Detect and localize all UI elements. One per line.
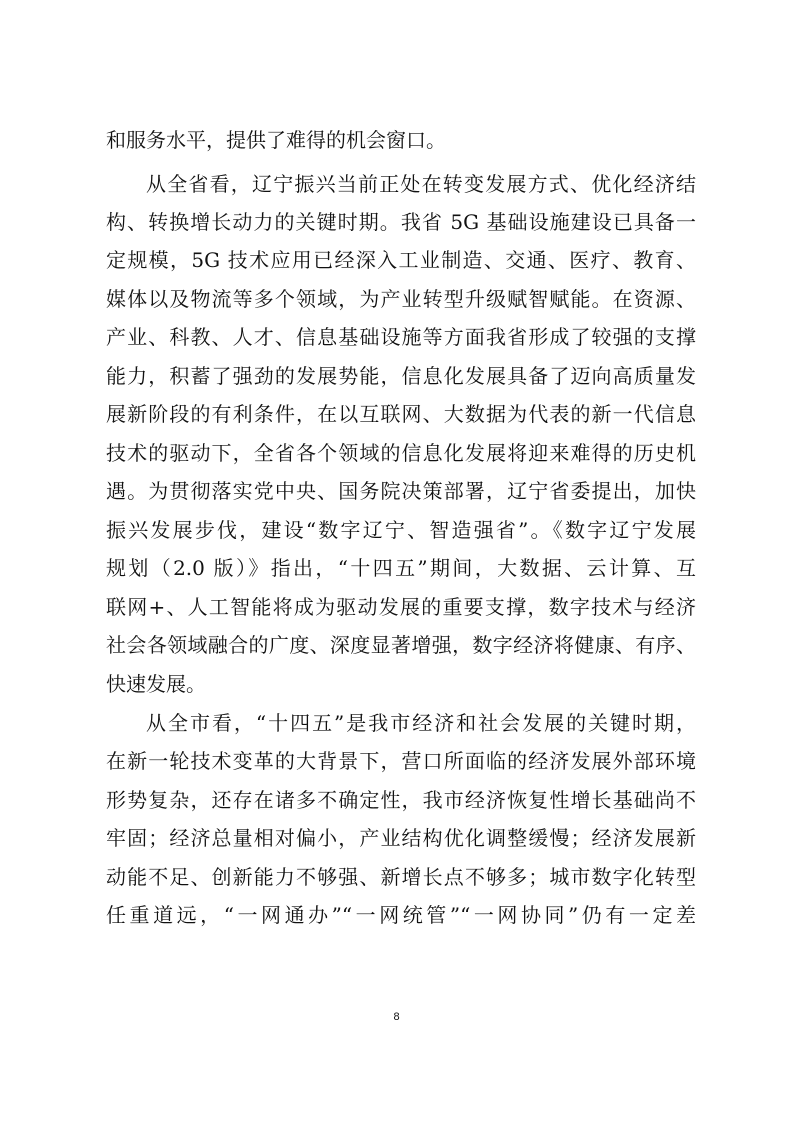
paragraph-1-line: 和服务水平，提供了难得的机会窗口。 <box>106 128 446 152</box>
paragraph-2-line: 定规模，5G 技术应用已经深入工业制造、交通、医疗、教育、 <box>106 248 696 272</box>
paragraph-2-line: 媒体以及物流等多个领域，为产业转型升级赋智赋能。在资源、 <box>106 287 696 311</box>
paragraph-3-line: 从全市看，“十四五”是我市经济和社会发展的关键时期， <box>146 711 696 735</box>
paragraph-2-line: 振兴发展步伐，建设“数字辽宁、智造强省”。《数字辽宁发展 <box>106 518 696 542</box>
paragraph-2-line: 技术的驱动下，全省各个领域的信息化发展将迎来难得的历史机 <box>106 441 696 465</box>
paragraph-3-line: 在新一轮技术变革的大背景下，营口所面临的经济发展外部环境 <box>106 749 696 773</box>
paragraph-2-line: 快速发展。 <box>106 672 206 696</box>
paragraph-2-line: 展新阶段的有利条件，在以互联网、大数据为代表的新一代信息 <box>106 402 696 426</box>
paragraph-2-line: 从全省看，辽宁振兴当前正处在转变发展方式、优化经济结 <box>146 172 696 196</box>
paragraph-2-line: 遇。为贯彻落实党中央、国务院决策部署，辽宁省委提出，加快 <box>106 479 696 503</box>
paragraph-3-line: 动能不足、创新能力不够强、新增长点不够多；城市数字化转型 <box>106 865 696 889</box>
paragraph-2-line: 产业、科教、人才、信息基础设施等方面我省形成了较强的支撑 <box>106 325 696 349</box>
paragraph-2-line: 规划（2.0 版）》指出，“十四五”期间，大数据、云计算、互 <box>106 556 696 580</box>
paragraph-2-line: 能力，积蓄了强劲的发展势能，信息化发展具备了迈向高质量发 <box>106 364 696 388</box>
paragraph-3-line: 任重道远，“一网通办”“一网统管”“一网协同”仍有一定差 <box>106 903 696 927</box>
page-number: 8 <box>393 1011 400 1023</box>
paragraph-2-line: 社会各领域融合的广度、深度显著增强，数字经济将健康、有序、 <box>106 633 696 657</box>
paragraph-2-line: 构、转换增长动力的关键时期。我省 5G 基础设施建设已具备一 <box>106 210 696 234</box>
paragraph-2-line: 联网+、人工智能将成为驱动发展的重要支撑，数字技术与经济 <box>106 595 696 619</box>
paragraph-3-line: 形势复杂，还存在诸多不确定性，我市经济恢复性增长基础尚不 <box>106 788 696 812</box>
paragraph-3-line: 牢固；经济总量相对偏小，产业结构优化调整缓慢；经济发展新 <box>106 826 696 850</box>
